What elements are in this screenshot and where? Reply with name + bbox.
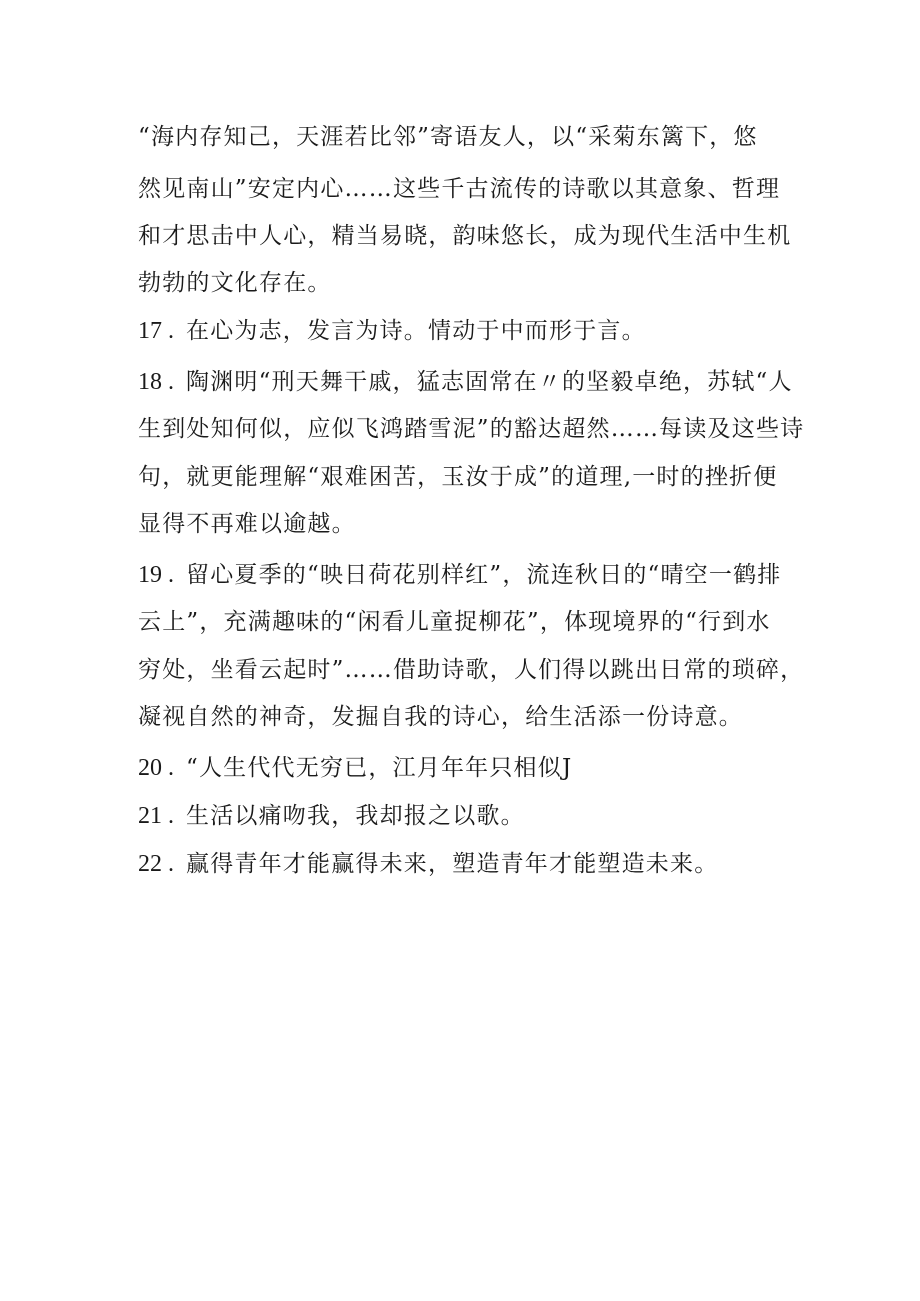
line-text: 和才思击中人心，精当易晓，韵味悠长，成为现代生活中生机	[138, 223, 792, 249]
item-number: 18 .	[138, 369, 174, 395]
item-text: 留心夏季的“映日荷花别样红”，流连秋日的“晴空一鹤排	[186, 562, 782, 588]
line-text: 穷处，坐看云起时”……借助诗歌，人们得以跳出日常的琐碎，	[138, 657, 805, 683]
line-text: 显得不再难以逾越。	[138, 511, 356, 537]
item-text: “人生代代无穷已，江月年年只相似J	[186, 755, 573, 781]
list-item-19	[138, 560, 818, 590]
item-number: 22 .	[138, 851, 174, 877]
item-number: 17 .	[138, 318, 174, 344]
list-item-18	[138, 367, 818, 397]
list-item-22	[138, 849, 818, 879]
item-text: 陶渊明“刑天舞干戚，猛志固常在〃的坚毅卓绝，苏轼“人	[186, 369, 793, 395]
line-text: 生到处知何似，应似飞鸿踏雪泥”的豁达超然……每读及这些诗	[138, 416, 805, 442]
list-item-17	[138, 316, 818, 346]
item-text: 在心为志，发言为诗。情动于中而形于言。	[186, 318, 646, 344]
text-line	[138, 607, 818, 637]
list-item-21	[138, 801, 818, 831]
line-text: “海内存知己，天涯若比邻”寄语友人，以“采菊东篱下，悠	[138, 124, 758, 150]
text-line	[138, 702, 818, 732]
list-item-20	[138, 753, 818, 783]
text-line	[138, 414, 818, 444]
item-number: 20 .	[138, 755, 174, 781]
text-line	[138, 462, 818, 492]
line-text: 云上”，充满趣味的“闲看儿童捉柳花”，体现境界的“行到水	[138, 609, 771, 635]
text-line	[138, 221, 818, 251]
line-text: 句，就更能理解“艰难困苦，玉汝于成”的道理,一时的挫折便	[138, 464, 778, 490]
text-line	[138, 122, 818, 152]
text-line	[138, 509, 818, 539]
text-line	[138, 174, 818, 204]
item-number: 19 .	[138, 562, 174, 588]
text-line	[138, 268, 818, 298]
item-text: 生活以痛吻我，我却报之以歌。	[186, 803, 525, 829]
line-text: 然见南山”安定内心……这些千古流传的诗歌以其意象、哲理	[138, 176, 781, 202]
line-text: 凝视自然的神奇，发掘自我的诗心，给生活添一份诗意。	[138, 704, 743, 730]
line-text: 勃勃的文化存在。	[138, 270, 332, 296]
item-text: 赢得青年才能赢得未来，塑造青年才能塑造未来。	[186, 851, 719, 877]
text-line	[138, 655, 818, 685]
item-number: 21 .	[138, 803, 174, 829]
